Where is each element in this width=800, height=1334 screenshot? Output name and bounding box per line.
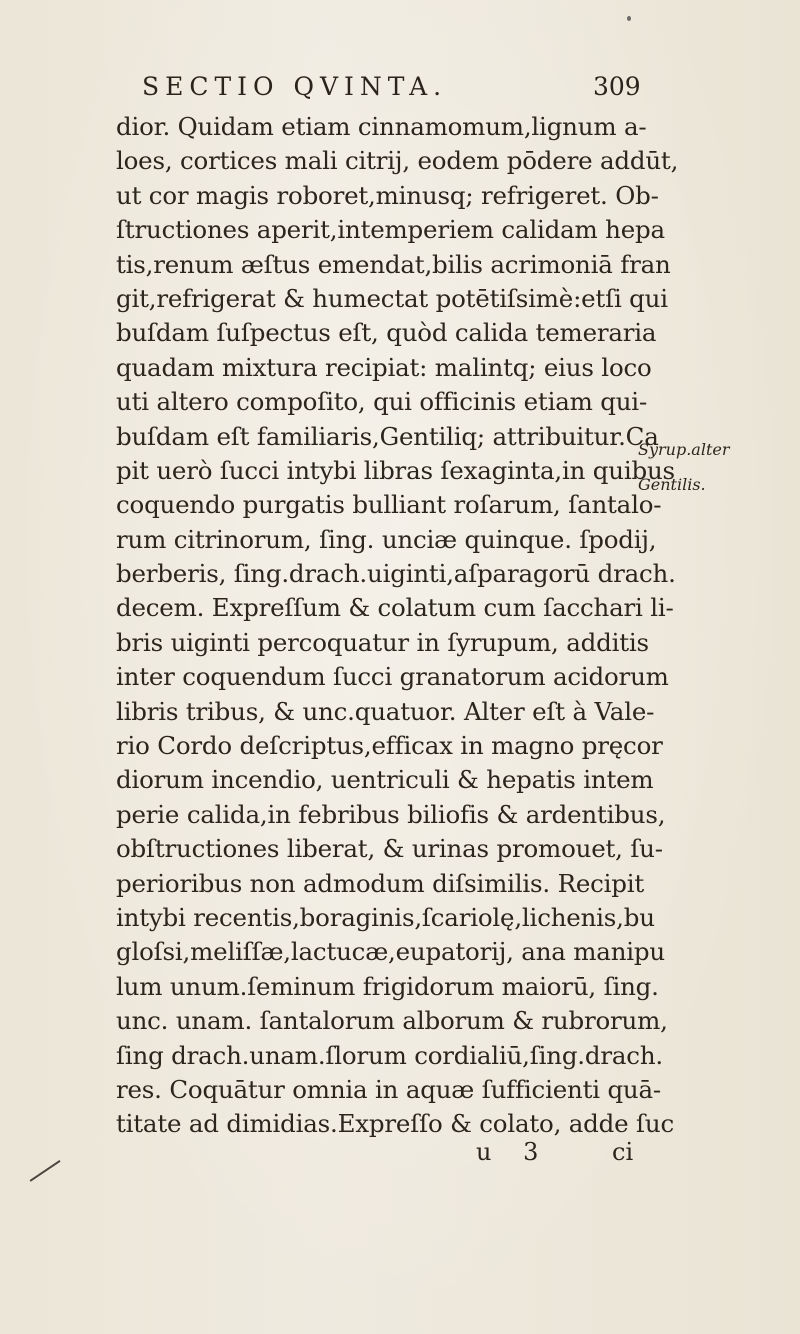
text-line: pit uerò ſucci intybi libras ſexaginta,in quibus [116,455,675,485]
text-line: buſdam ſuſpectus eſt, quòd calida temeraria [116,318,657,348]
page-header [0,72,800,106]
text-line: diorum incendio, uentriculi & hepatis intem [116,765,654,795]
text-line: berberis, ſing.drach.uiginti,aſparagorū drach. [116,559,676,589]
margin-note: Syrup.alter [638,440,730,459]
text-line: obſtructiones liberat, & urinas promouet, ſu- [116,834,663,864]
text-line: titate ad dimidias.Expreſſo & colato, adde ſuc [116,1109,674,1139]
text-line: buſdam eſt familiaris,Gentiliq; attribuitur.Ca [116,421,659,451]
text-line: res. Coquātur omnia in aquæ ſufficienti quā- [116,1074,661,1104]
text-line: rio Cordo deſcriptus,efficax in magno pręcor [116,731,663,761]
text-line: quadam mixtura recipiat: malintq; eius loco [116,352,652,382]
text-line: intybi recentis,boraginis,ſcariolę,lichenis,bu [116,902,655,932]
text-line: perie calida,in febribus biliofis & ardentibus, [116,799,666,829]
text-line: bris uiginti percoquatur in ſyrupum, additis [116,627,649,657]
signature-mark: u 3 [476,1138,551,1166]
text-line: lum unum.ſeminum frigidorum maiorū, ſing. [116,971,659,1001]
text-line: ſing drach.unam.ſlorum cordialiū,ſing.drach. [116,1040,663,1070]
text-line: inter coquendum ſucci granatorum acidorum [116,662,669,692]
text-line: libris tribus, & unc.quatuor. Alter eſt à Vale- [116,696,655,726]
ink-speck [627,16,631,21]
text-line: unc. unam. ſantalorum alborum & rubrorum, [116,1006,668,1036]
text-line: ſtructiones aperit,intemperiem calidam hepa [116,215,665,245]
text-line: dior. Quidam etiam cinnamomum,lignum a- [116,112,647,141]
running-head: SECTIO QVINTA. [142,72,448,101]
page-number: 309 [593,72,641,101]
text-line: tis,renum æſtus emendat,bilis acrimoniā fran [116,249,671,279]
text-line: gloſsi,meliſſæ,lactucæ,eupatorij, ana manipu [116,937,665,967]
margin-note: Gentilis. [638,475,706,494]
catchword: ci [612,1138,634,1166]
text-line: decem. Expreſſum & colatum cum ſacchari li- [116,593,674,623]
text-line: rum citrinorum, ſing. unciæ quinque. ſpodij, [116,524,657,554]
text-line: loes, cortices mali citrij, eodem pōdere addūt, [116,146,679,176]
text-line: git,refrigerat & humectat potētiſsimè:etſi qui [116,283,668,313]
text-line: coquendo purgatis bulliant roſarum, ſantalo- [116,490,662,520]
text-line: perioribus non admodum diſsimilis. Recipit [116,868,645,898]
text-line: ut cor magis roboret,minusq; refrigeret. Ob- [116,180,659,210]
text-line: uti altero compoſito, qui officinis etiam qui- [116,387,648,417]
page-footer [0,1138,800,1178]
